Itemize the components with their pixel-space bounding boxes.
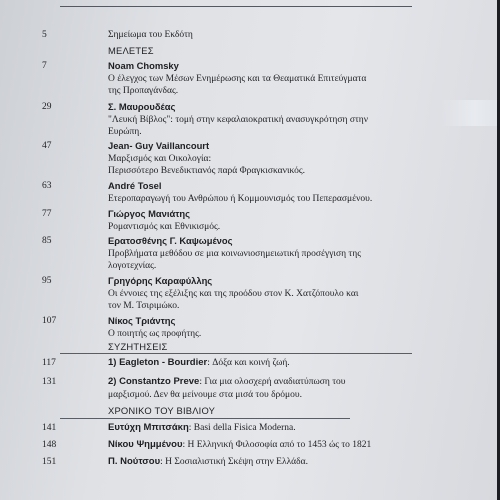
page-number: 131: [42, 377, 57, 387]
page-number: 117: [42, 358, 56, 368]
entry-author: Jean- Guy Vaillancourt: [108, 140, 210, 151]
entry-author: Νίκου Ψημμένου: [108, 439, 183, 450]
page-number: 95: [42, 276, 52, 286]
entry-title-line: Ο ποιητής ως προφήτης.: [108, 328, 202, 339]
entry-author: Π. Νούτσου: [108, 456, 161, 467]
page-number: 29: [42, 102, 52, 112]
entry-title-line: : Basi della Fisica Moderna.: [188, 423, 296, 433]
section-heading-studies: ΜΕΛΕΤΕΣ: [108, 45, 154, 56]
page-number: 77: [42, 209, 52, 219]
entry-title-line: Ετεροπαραγωγή του Ανθρώπου ή Κομμουνισμός του Πεπερασμένου.: [108, 193, 373, 204]
section-heading-discussions: ΣΥΖΗΤΗΣΕΙΣ: [108, 341, 168, 352]
entry-title-line: Ρομαντισμός και Εθνικισμός.: [108, 221, 221, 232]
entry-author: 1) Eagleton - Bourdier: [108, 357, 208, 368]
entry-author: Σ. Μαυρουδέας: [108, 101, 176, 112]
page-number: 5: [42, 30, 47, 40]
entry-title-line: : Η Σοσιαλιστική Σκέψη στην Ελλάδα.: [160, 457, 308, 467]
entry-title-line: Περισσότερο Βενεδικτιανός παρά Φραγκισκανικός.: [108, 166, 305, 176]
entry-title-line: "Λευκή Βίβλος": τομή στην κεφαλαιοκρατική ανασυγκρότηση στην: [108, 114, 369, 125]
page-number: 63: [42, 181, 52, 191]
entry-author: Noam Chomsky: [108, 60, 179, 71]
page-number: 141: [42, 423, 57, 433]
entry-title-line: λογοτεχνίας.: [108, 261, 157, 271]
entry-title-line: Ευρώπη.: [108, 127, 142, 137]
entry-author: Ερατοσθένης Γ. Καψωμένος: [108, 235, 233, 246]
page-number: 47: [42, 141, 52, 151]
page-number: 151: [42, 457, 57, 467]
entry-title: Σημείωμα του Εκδότη: [108, 30, 193, 40]
page-number: 85: [42, 236, 52, 246]
page-number: 7: [42, 61, 47, 71]
entry-author: Νίκος Τριάντης: [108, 315, 176, 326]
entry-title-line: τον Μ. Τσιριμώκο.: [108, 301, 180, 311]
section-divider: [60, 418, 350, 419]
entry-author: Γιώργος Μανιάτης: [108, 208, 191, 219]
entry-title-line: Προβλήματα μεθόδου σε μια κοινωνιοσημειωτική προσέγγιση της: [108, 248, 361, 259]
entry-title-line: της Προπαγάνδας.: [108, 86, 179, 96]
page-number: 148: [42, 440, 57, 450]
entry-author: Ευτύχη Μπιτσάκη: [108, 422, 189, 433]
entry-author: Γρηγόρης Καραφύλλης: [108, 275, 213, 286]
entry-author: 2) Constantzo Preve: [108, 376, 200, 387]
entry-title-line: μαρξισμού. Δεν θα μείνουμε στα μισά του δρόμου.: [108, 389, 302, 400]
entry-title-line: Ο έλεγχος των Μέσων Ενημέρωσης και τα Θεαματικά Επιτεύγματα: [108, 73, 367, 84]
light-glare: [440, 100, 497, 126]
entry-title-line: : Δόξα και κοινή ζωή.: [207, 358, 290, 368]
top-rule: [60, 6, 412, 7]
entry-title-line: : Για μια ολοσχερή αναδιατύπωση του: [199, 377, 346, 387]
entry-title-line: Οι έννοιες της εξέλιξης και της προόδου στον Κ. Χατζόπουλο και: [108, 288, 359, 299]
entry-title-line: Μαρξισμός και Οικολογία:: [108, 153, 212, 164]
entry-title-line: : Η Ελληνική Φιλοσοφία από το 1453 ώς το 1821: [182, 440, 372, 450]
entry-author: André Tosel: [108, 180, 162, 191]
section-heading-book-chronicle: ΧΡΟΝΙΚΟ ΤΟΥ ΒΙΒΛΙΟΥ: [108, 405, 216, 416]
section-divider: [60, 353, 412, 354]
page-number: 107: [42, 316, 57, 326]
